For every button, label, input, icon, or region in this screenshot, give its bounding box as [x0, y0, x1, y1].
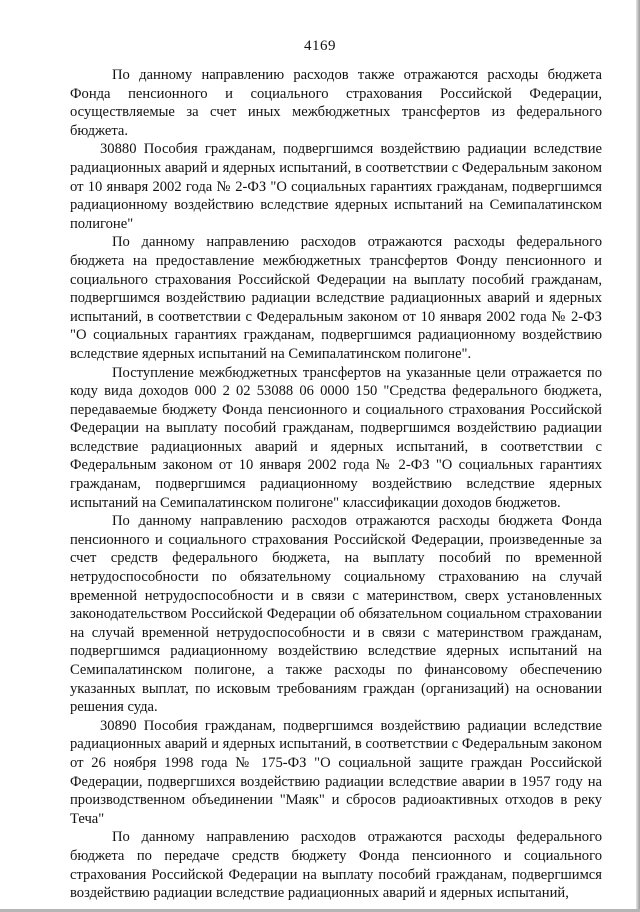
paragraph-4: Поступление межбюджетных трансфертов на указанные цели отражается по коду вида доходов 000 2 02 53088 06 0000 150 "Средства федерального бюджета, передаваемые бюджету Фонда пенсионного и социального страхования Российской Федерации на выплату пособий гражданам, подвергшимся воздействию радиации вследствие радиационных аварий и ядерных испытаний, в соответствии с Федеральным законом от 10 января 2002 года № 2-ФЗ "О социальных гарантиях гражданам, подвергшимся радиационному воздействию вследствие ядерных испытаний на Семипалатинском полигоне" классификации доходов бюджетов. — [70, 364, 602, 511]
page-number: 4169 — [304, 38, 336, 54]
paragraph-3: По данному направлению расходов отражаются расходы федерального бюджета на предоставление межбюджетных трансфертов Фонду пенсионного и социального страхования Российской Федерации на выплату пособий гражданам, подвергшимся воздействию радиации вследствие радиационных аварий и ядерных испытаний, в соответствии с Федеральным законом от 10 января 2002 года № 2-ФЗ "О социальных гарантиях гражданам, подвергшимся радиационному воздействию вследствие ядерных испытаний на Семипалатинском полигоне". — [70, 234, 602, 362]
paragraph-7: По данному направлению расходов отражаются расходы федерального бюджета по передаче средств бюджету Фонда пенсионного и социального страхования Российской Федерации на выплату пособий гражданам, подвергшимся воздействию радиации вследствие радиационных аварий и ядерных испытаний, — [70, 829, 602, 902]
paragraph-2-section-30880: 30880 Пособия гражданам, подвергшимся воздействию радиации вследствие радиационных аварий и ядерных испытаний, в соответствии с Федеральным законом от 10 января 2002 года № 2-ФЗ "О социальных гарантиях гражданам, подвергшимся радиационному воздействию вследствие ядерных испытаний на Семипалатинском полигоне" — [70, 141, 602, 232]
document-body — [70, 66, 602, 903]
paragraph-6-section-30890: 30890 Пособия гражданам, подвергшимся воздействию радиации вследствие радиационных аварий и ядерных испытаний, в соответствии с Федеральным законом от 26 ноября 1998 года № 175-ФЗ "О социальной защите граждан Российской Федерации, подвергшихся воздействию радиации вследствие аварии в 1957 году на производственном объединении "Маяк" и сбросов радиоактивных отходов в реку Теча" — [70, 717, 602, 827]
paragraph-1: По данному направлению расходов также отражаются расходы бюджета Фонда пенсионного и социального страхования Российской Федерации, осуществляемые за счет иных межбюджетных трансфертов из федерального бюджета. — [70, 67, 602, 139]
paragraph-5: По данному направлению расходов отражаются расходы бюджета Фонда пенсионного и социального страхования Российской Федерации, произведенные за счет средств федерального бюджета, на выплату пособий по временной нетрудоспособности по обязательному социальному страхованию на случай временной нетрудоспособности и в связи с материнством, сверх установленных законодательством Российской Федерации об обязательном социальном страховании на случай временной нетрудоспособности и в связи с материнством гражданам, подвергшимся радиационному воздействию вследствие ядерных испытаний на Семипалатинском полигоне, а также расходы по финансовому обеспечению указанных выплат, по исковым требованиям граждан (организаций) на основании решения суда. — [70, 513, 602, 716]
scan-edge-right — [636, 0, 640, 912]
